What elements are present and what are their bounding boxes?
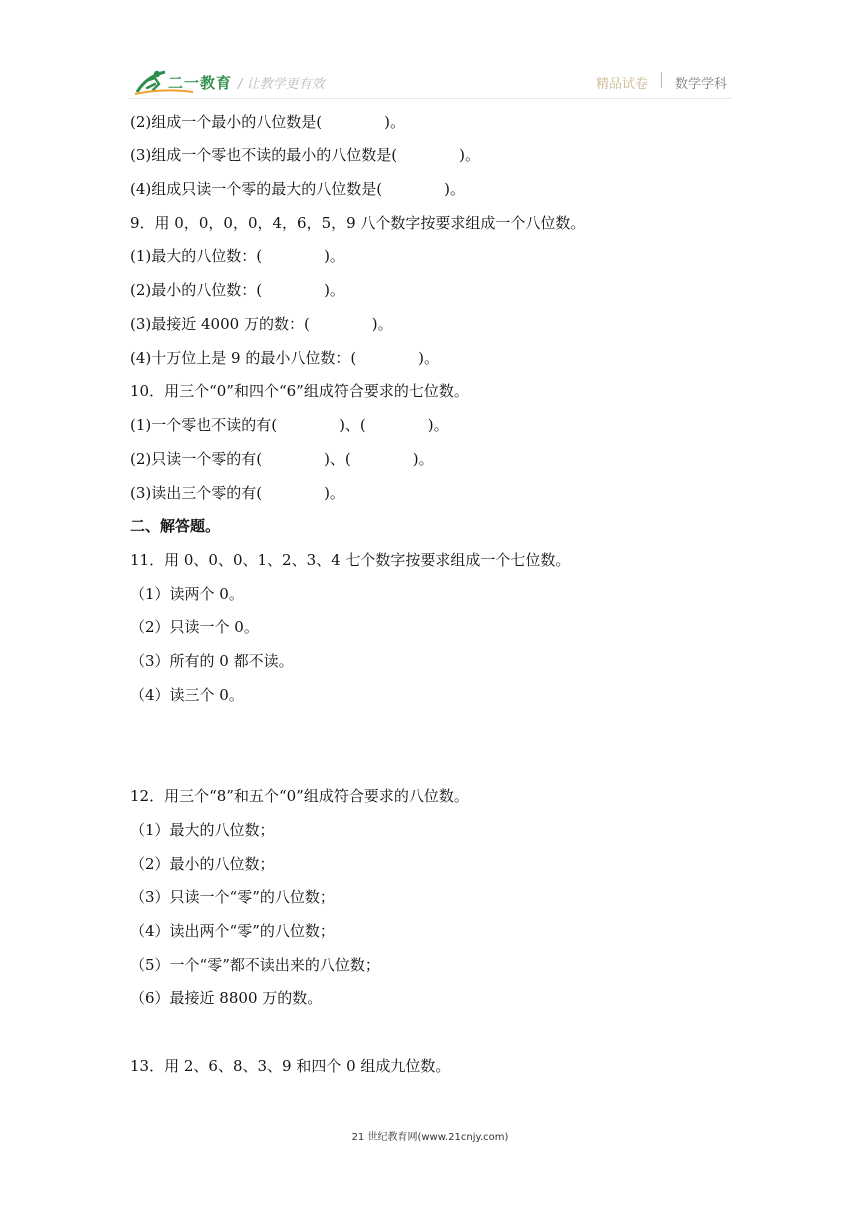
question-line: (3)组成一个零也不读的最小的八位数是( )。: [130, 146, 480, 164]
question-line: (2)组成一个最小的八位数是( )。: [130, 113, 405, 131]
question-line: （1）读两个 0。: [130, 585, 244, 603]
question-line: （3）所有的 0 都不读。: [130, 652, 294, 670]
question-line: (4)十万位上是 9 的最小八位数：( )。: [130, 349, 440, 367]
question-line: 12．用三个“8”和五个“0”组成符合要求的八位数。: [130, 787, 469, 805]
question-line: (3)读出三个零的有( )。: [130, 484, 345, 502]
question-line: (1)最大的八位数：( )。: [130, 247, 345, 265]
question-line: (2)最小的八位数：( )。: [130, 281, 345, 299]
question-line: （4）读出两个“零”的八位数；: [130, 922, 335, 940]
question-line: （1）最大的八位数；: [130, 821, 275, 839]
question-line: （5）一个“零”都不读出来的八位数；: [130, 956, 380, 974]
question-line: 13．用 2、6、8、3、9 和四个 0 组成九位数。: [130, 1057, 451, 1075]
question-line: （3）只读一个“零”的八位数；: [130, 888, 335, 906]
question-line: (3)最接近 4000 万的数：( )。: [130, 315, 393, 333]
question-line: (1)一个零也不读的有( )、( )。: [130, 416, 449, 434]
page-header: [0, 0, 860, 100]
page-footer: 21 世纪教育网(www.21cnjy.com): [351, 1132, 509, 1143]
question-line: （6）最接近 8800 万的数。: [130, 989, 323, 1007]
question-line: (2)只读一个零的有( )、( )。: [130, 450, 434, 468]
question-line: （4）读三个 0。: [130, 686, 244, 704]
header-rule: [128, 98, 732, 99]
logo-text: 二一教育: [168, 74, 233, 92]
header-tag-premium: 精品试卷: [596, 77, 649, 92]
header-separator: [661, 72, 662, 88]
header-slogan: / 让教学更有效: [238, 77, 325, 92]
question-line: （2）只读一个 0。: [130, 618, 259, 636]
header-tag-subject: 数学学科: [675, 77, 728, 92]
question-line: 11．用 0、0、0、1、2、3、4 七个数字按要求组成一个七位数。: [130, 551, 571, 569]
question-line: 9．用 0，0，0，0，4，6，5，9 八个数字按要求组成一个八位数。: [130, 214, 586, 232]
section-heading: 二、解答题。: [130, 517, 221, 535]
question-line: (4)组成只读一个零的最大的八位数是( )。: [130, 180, 465, 198]
question-line: 10．用三个“0”和四个“6”组成符合要求的七位数。: [130, 382, 469, 400]
question-line: （2）最小的八位数；: [130, 855, 275, 873]
